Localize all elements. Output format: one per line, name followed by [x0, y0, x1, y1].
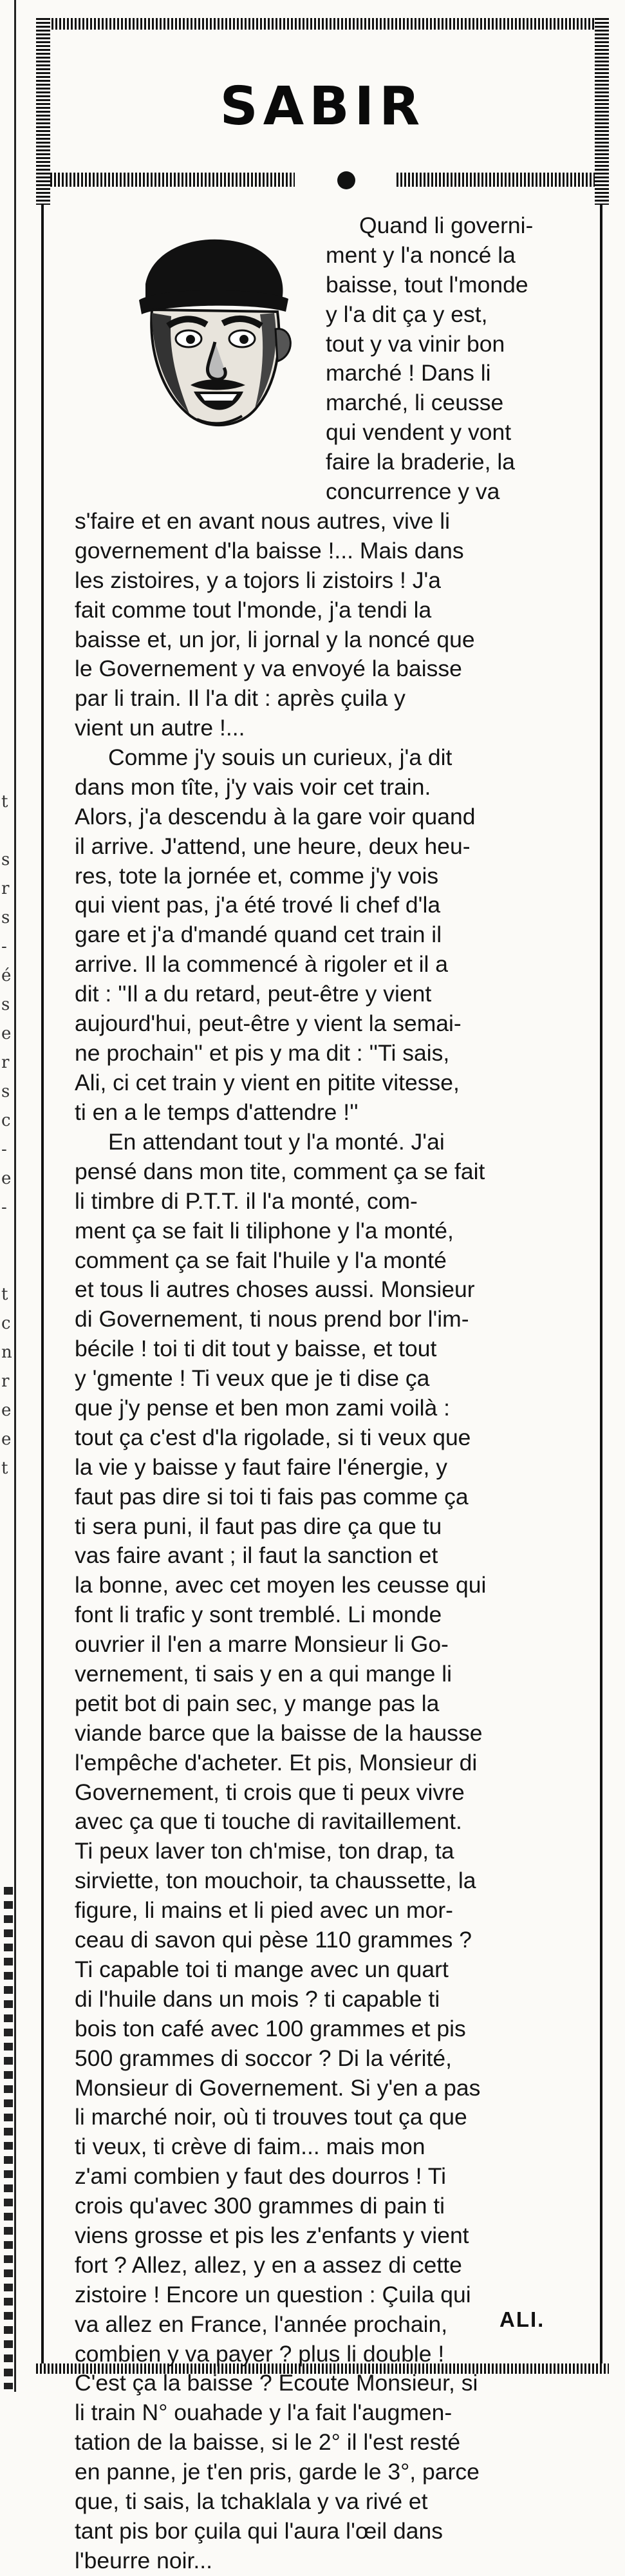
text-line: faut pas dire si toi ti fais pas comme ça: [75, 1483, 469, 1510]
text-line: sirviette, ton mouchoir, ta chaussette, la: [75, 1868, 476, 1894]
text-line: ti en a le temps d'attendre !'': [75, 1099, 359, 1125]
author-signature: ALI.: [499, 2307, 545, 2331]
text-line: font li trafic y sont tremblé. Li monde: [75, 1602, 442, 1628]
text-line: Comme j'y souis un curieux, j'a dit: [108, 744, 452, 770]
text-line: 500 grammes di soccor ? Di la vérité,: [75, 2045, 452, 2071]
text-line: z'ami combien y faut des dourros ! Ti: [75, 2163, 446, 2190]
text-line: tation de la baisse, si le 2° il l'est resté: [75, 2429, 461, 2456]
margin-fragment: c: [1, 1314, 11, 1333]
margin-fragment: e: [1, 1430, 12, 1449]
margin-fragment: é: [1, 966, 12, 985]
margin-fragment: r: [1, 879, 10, 898]
text-line: que j'y pense et ben mon zami voilà :: [75, 1395, 450, 1421]
margin-fragment: e: [1, 1401, 12, 1420]
text-line: pensé dans mon tite, comment ça se fait: [75, 1158, 485, 1184]
margin-fragment: -: [1, 937, 7, 956]
text-line: di l'huile dans un mois ? ti capable ti: [75, 1985, 440, 2012]
text-line: tant pis bor çuila qui l'aura l'œil dans: [75, 2517, 443, 2544]
hatched-border-top: [36, 18, 609, 30]
text-line: tout y va vinir bon: [326, 330, 505, 357]
adjacent-column-edge: [0, 0, 36, 2392]
margin-fragment: e: [1, 1169, 12, 1188]
text-line: crois qu'avec 300 grammes di pain ti: [75, 2193, 445, 2219]
text-line: ceau di savon qui pèse 110 grammes ?: [75, 1927, 472, 1953]
text-line: que, ti sais, la tchaklala y va rivé et: [75, 2488, 428, 2514]
margin-fragment: s: [1, 850, 10, 869]
margin-fragment: t: [1, 1459, 8, 1478]
paragraph-intro: [326, 211, 583, 507]
text-line: Governement, ti crois que ti peux vivre: [75, 1779, 465, 1805]
text-line: vas faire avant ; il faut la sanction et: [75, 1542, 438, 1569]
text-line: C'est ça la baisse ? Ecoute Monsieur, si: [75, 2370, 478, 2396]
text-line: ti veux, ti crève di faim... mais mon: [75, 2134, 425, 2160]
text-line: aujourd'hui, peut-être y vient la semai-: [75, 1010, 462, 1037]
text-line: comment ça se fait l'huile y l'a monté: [75, 1247, 447, 1273]
text-line: faire la braderie, la: [326, 449, 516, 475]
margin-fragment: s: [1, 908, 10, 927]
text-line: avec ça que ti touche di ravitaillement.: [75, 1808, 462, 1835]
text-line: l'beurre noir...: [75, 2547, 212, 2573]
article-sabir: [36, 18, 609, 2573]
text-line: ouvrier il l'en a marre Monsieur li Go-: [75, 1631, 449, 1658]
text-line: baisse et, un jor, li jornal y la noncé que: [75, 626, 475, 652]
text-line: les zistoires, y a tojors li zistoirs ! J'a: [75, 567, 442, 593]
text-line: li marché noir, où ti trouves tout ça que: [75, 2104, 467, 2130]
paragraph-1: [75, 507, 583, 743]
text-line: s'faire et en avant nous autres, vive li: [75, 508, 450, 534]
text-line: combien y va payer ? plus li double !: [75, 2340, 445, 2367]
column-rule: [14, 0, 16, 2392]
title-rule-left: [50, 173, 295, 187]
text-line: baisse, tout l'monde: [326, 271, 528, 298]
margin-fragment: r: [1, 1053, 10, 1072]
text-line: va allez en France, l'année prochain,: [75, 2311, 448, 2337]
text-line: fait comme tout l'monde, j'a tendi la: [75, 596, 432, 623]
text-line: et tous li autres choses aussi. Monsieur: [75, 1276, 475, 1303]
text-line: dans mon tîte, j'y vais voir cet train.: [75, 773, 431, 800]
text-line: marché ! Dans li: [326, 360, 491, 386]
text-line: En attendant tout y l'a monté. J'ai: [108, 1129, 445, 1155]
text-line: ment ça se fait li tiliphone y l'a monté,: [75, 1217, 454, 1244]
text-line: il arrive. J'attend, une heure, deux heu-: [75, 833, 471, 859]
text-line: y 'gmente ! Ti veux que je ti dise ça: [75, 1365, 430, 1392]
frame-line-right: [600, 205, 602, 2363]
text-line: fort ? Allez, allez, y en a assez di cette: [75, 2251, 462, 2278]
text-line: dit : ''Il a du retard, peut-être y vient: [75, 981, 432, 1007]
checker-border-ornament: [4, 1887, 13, 2389]
text-line: concurrence y va: [326, 478, 500, 505]
text-line: bois ton café avec 100 grammes et pis: [75, 2015, 466, 2041]
margin-fragment: n: [1, 1343, 12, 1362]
article-title: SABIR: [219, 76, 425, 137]
text-line: Ali, ci cet train y vient en pitite vitesse,: [75, 1069, 460, 1095]
text-line: Monsieur di Governement. Si y'en a pas: [75, 2074, 481, 2101]
margin-fragment: r: [1, 1372, 10, 1391]
text-line: viande barce que la baisse de la hausse: [75, 1719, 483, 1746]
text-line: qui vient pas, j'a été trové li chef d'la: [75, 892, 441, 918]
text-line: vernement, ti sais y en a qui mange li: [75, 1661, 452, 1687]
text-line: tout ça c'est d'la rigolade, si ti veux que: [75, 1424, 471, 1450]
margin-fragment: t: [1, 792, 8, 811]
frame-line-left: [41, 205, 44, 2363]
title-rule-right: [396, 173, 595, 187]
text-line: figure, li mains et li pied avec un mor-: [75, 1897, 453, 1924]
text-line: ment y l'a noncé la: [326, 242, 516, 268]
margin-fragment: e: [1, 1024, 12, 1043]
text-line: res, tote la jornée et, comme j'y vois: [75, 862, 439, 889]
text-line: le Governement y va envoyé la baisse: [75, 656, 462, 682]
text-line: la vie y baisse y faut faire l'énergie, y: [75, 1454, 448, 1480]
margin-fragment: t: [1, 1285, 8, 1304]
text-line: Ti peux laver ton ch'mise, ton drap, ta: [75, 1838, 454, 1864]
text-line: petit bot di pain sec, y mange pas la: [75, 1690, 440, 1716]
text-line: par li train. Il l'a dit : après çuila y: [75, 685, 406, 712]
margin-fragment: s: [1, 1082, 10, 1101]
text-line: li timbre di P.T.T. il l'a monté, com-: [75, 1188, 418, 1214]
text-line: di Governement, ti nous prend bor l'im-: [75, 1306, 469, 1332]
margin-fragment: c: [1, 1111, 11, 1130]
text-line: bécile ! toi ti dit tout y baisse, et tout: [75, 1336, 437, 1362]
text-line: en panne, je t'en pris, garde le 3°, parce: [75, 2459, 480, 2485]
text-line: Quand li governi-: [359, 213, 534, 238]
margin-fragment: s: [1, 995, 10, 1014]
text-line: qui vendent y vont: [326, 419, 512, 446]
text-line: y l'a dit ça y est,: [326, 301, 488, 327]
text-line: arrive. Il la commencé à rigoler et il a: [75, 951, 449, 978]
paragraph-2: [75, 743, 583, 1128]
text-line: zistoire ! Encore un question : Çuila qui: [75, 2281, 471, 2307]
text-line: marché, li ceusse: [326, 390, 504, 416]
paragraph-3: [75, 1128, 583, 2576]
text-line: viens grosse et pis les z'enfants y vient: [75, 2222, 469, 2248]
text-line: l'empêche d'acheter. Et pis, Monsieur di: [75, 1749, 478, 1776]
margin-fragment: -: [1, 1198, 7, 1217]
text-line: li train N° ouahade y l'a fait l'augmen-: [75, 2400, 452, 2426]
text-line: la bonne, avec cet moyen les ceusse qui: [75, 1572, 487, 1598]
text-line: gare et j'a d'mandé quand cet train il: [75, 922, 442, 948]
caricature-portrait-illustration: [100, 223, 313, 442]
text-line: vient un autre !...: [75, 715, 245, 741]
text-line: Ti capable toi ti mange avec un quart: [75, 1956, 449, 1982]
margin-fragment: -: [1, 1140, 7, 1159]
text-line: ne prochain'' et pis y ma dit : ''Ti sais,: [75, 1039, 450, 1066]
text-line: ti sera puni, il faut pas dire ça que tu: [75, 1513, 442, 1539]
text-line: governement d'la baisse !... Mais dans: [75, 537, 464, 564]
text-line: Alors, j'a descendu à la gare voir quand: [75, 803, 476, 829]
title-ornament-dot: [337, 171, 355, 189]
